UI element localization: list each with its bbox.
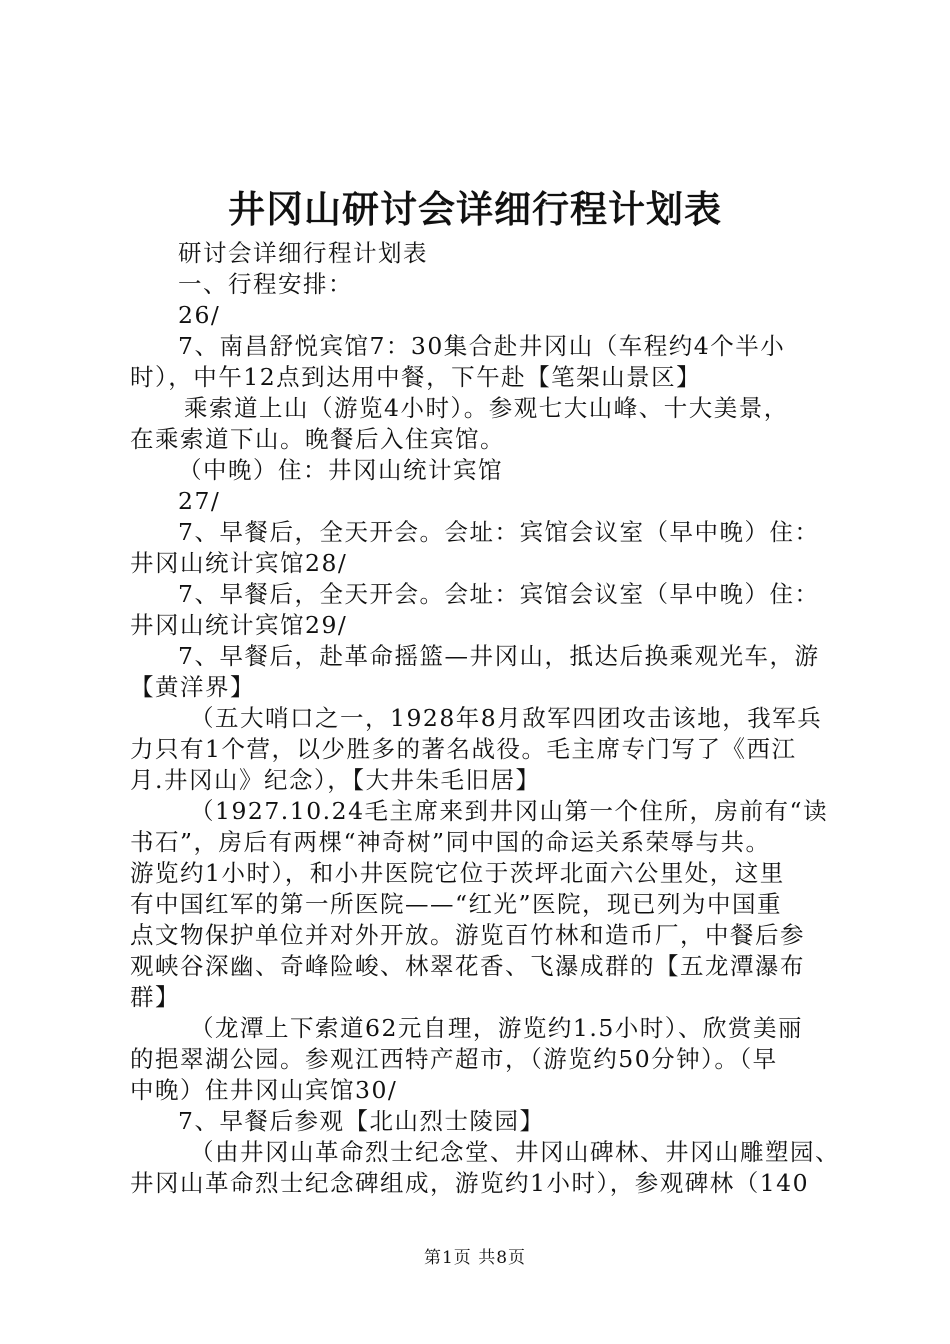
text-line: 有中国红军的第一所医院——“红光”医院，现已列为中国重 bbox=[130, 890, 783, 918]
text-line: 乘索道上山（游览4小时）。参观七大山峰、十大美景， bbox=[184, 394, 789, 422]
page-footer: 第1页 共8页 bbox=[423, 1248, 527, 1268]
text-line: 井冈山统计宾馆28/ bbox=[130, 549, 348, 577]
text-line: 点文物保护单位并对外开放。游览百竹林和造币厂，中餐后参 bbox=[130, 921, 805, 949]
text-line: 7、南昌舒悦宾馆7：30集合赴井冈山（车程约4个半小 bbox=[178, 332, 786, 360]
text-line: 书石”，房后有两棵“神奇树”同中国的命运关系荣辱与共。 bbox=[130, 828, 771, 856]
text-line: （五大哨口之一，1928年8月敌军四团攻击该地，我军兵 bbox=[190, 704, 823, 732]
text-line: 井冈山革命烈士纪念碑组成，游览约1小时），参观碑林（140 bbox=[130, 1169, 810, 1197]
text-line: 月.井冈山》纪念），【大井朱毛旧居】 bbox=[130, 766, 541, 794]
document-body bbox=[130, 238, 842, 1199]
page-title: 井冈山研讨会详细行程计划表 bbox=[228, 187, 722, 231]
text-line: 井冈山统计宾馆29/ bbox=[130, 611, 348, 639]
text-line: 26/ bbox=[178, 301, 221, 329]
text-line: 7、早餐后，全天开会。会址：宾馆会议室（早中晚）住： bbox=[178, 518, 820, 546]
text-line: 在乘索道下山。晚餐后入住宾馆。 bbox=[130, 425, 505, 453]
text-line: （中晚）住：井冈山统计宾馆 bbox=[178, 456, 503, 484]
text-line: （由井冈山革命烈士纪念堂、井冈山碑林、井冈山雕塑园、 bbox=[190, 1138, 840, 1166]
text-line: 【黄洋界】 bbox=[130, 673, 255, 701]
text-line: 游览约1小时），和小井医院它位于茨坪北面六公里处，这里 bbox=[130, 859, 785, 887]
text-line: 7、早餐后，全天开会。会址：宾馆会议室（早中晚）住： bbox=[178, 580, 820, 608]
text-line: 群】 bbox=[130, 983, 180, 1011]
text-line: 研讨会详细行程计划表 bbox=[178, 239, 428, 267]
text-line: 力只有1个营，以少胜多的著名战役。毛主席专门写了《西江 bbox=[130, 735, 797, 763]
text-line: 27/ bbox=[178, 487, 221, 515]
text-line: （龙潭上下索道62元自理，游览约1.5小时）、欣赏美丽 bbox=[190, 1014, 804, 1042]
text-line: （1927.10.24毛主席来到井冈山第一个住所，房前有“读 bbox=[190, 797, 829, 825]
text-line: 7、早餐后参观【北山烈士陵园】 bbox=[178, 1107, 545, 1135]
text-line: 中晚）住井冈山宾馆30/ bbox=[130, 1076, 398, 1104]
text-line: 一、行程安排： bbox=[178, 270, 353, 298]
text-line: 观峡谷深幽、奇峰险峻、林翠花香、飞瀑成群的【五龙潭瀑布 bbox=[130, 952, 805, 980]
text-line: 时），中午12点到达用中餐，下午赴【笔架山景区】 bbox=[130, 363, 702, 391]
text-line: 的挹翠湖公园。参观江西特产超市，（游览约50分钟）。（早 bbox=[130, 1045, 778, 1073]
text-line: 7、早餐后，赴革命摇篮—井冈山，抵达后换乘观光车，游 bbox=[178, 642, 820, 670]
